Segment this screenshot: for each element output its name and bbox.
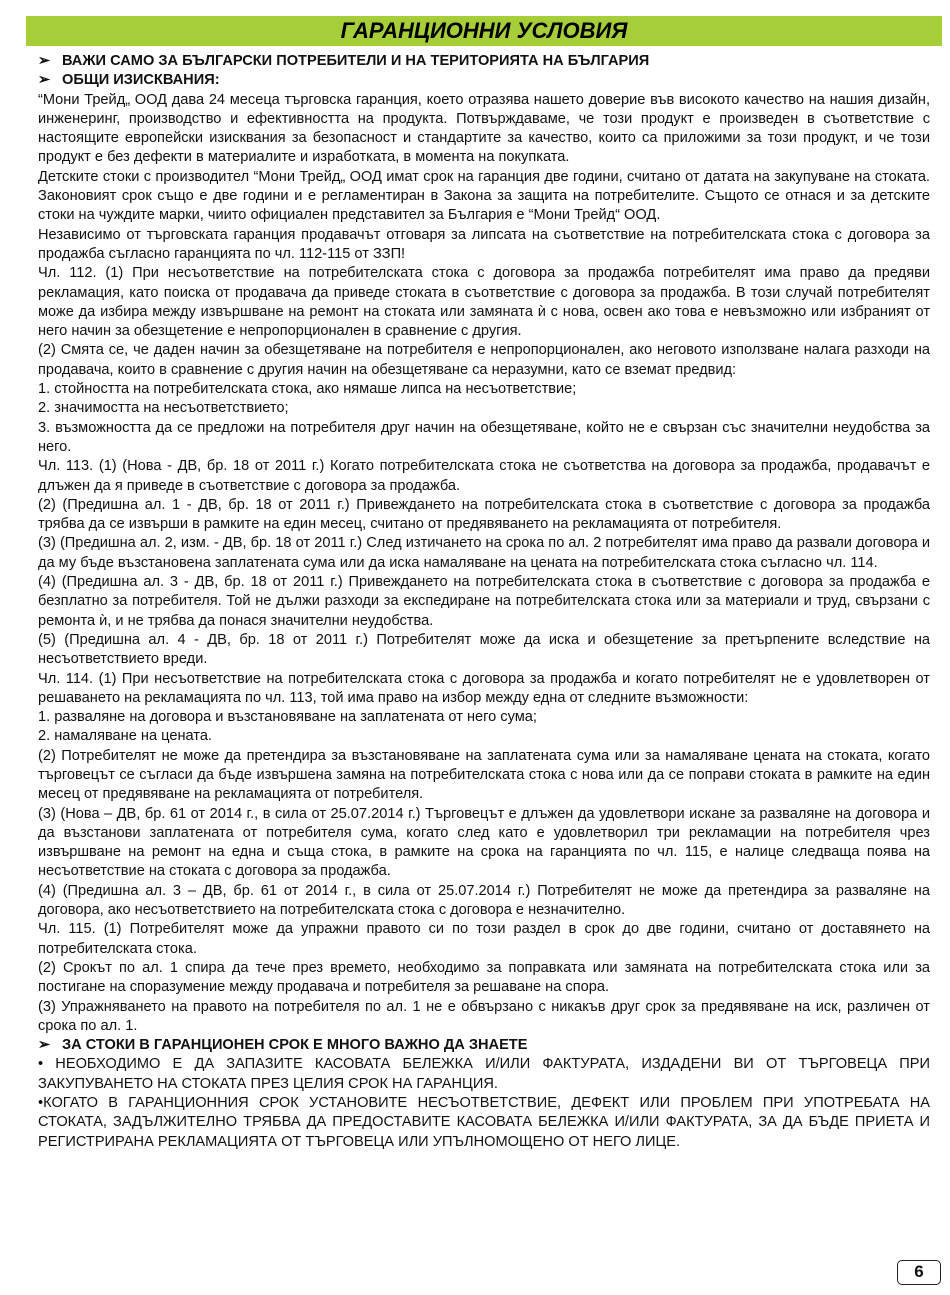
paragraph: (3) (Нова – ДВ, бр. 61 от 2014 г., в сила от 25.07.2014 г.) Търговецът е длъжен да удовлетвори искане за разваляне на договора и да възстанови заплатената от потребителя сума, когато след като е удовлетворил три рекламации на потребителя чрез извършване на ремонт на една и съща стока, в рамките на срока на гаранцията по чл. 115, е налице следваща поява на несъответствие на стоката с договора за продажба. — [38, 805, 930, 880]
paragraph: (3) (Предишна ал. 2, изм. - ДВ, бр. 18 от 2011 г.) След изтичането на срока по ал. 2 потребителят има право да развали договора и да му бъде възстановена заплатената сума или да иска намаляване на цената на потребителската стока съгласно чл. 114. — [38, 535, 930, 571]
heading-text: ЗА СТОКИ В ГАРАНЦИОНЕН СРОК Е МНОГО ВАЖНО ДА ЗНАЕТЕ — [62, 1037, 528, 1054]
arrow-bullet-icon: ➢ — [38, 1037, 51, 1054]
paragraph: (2) Срокът по ал. 1 спира да тече през времето, необходимо за поправката или замяната на потребителската стока или за постигане на споразумение между продавача и потребителя за решаване на спора. — [38, 959, 930, 996]
paragraph: Независимо от търговската гаранция продавачът отговаря за липсата на съответствие на потребителската стока с договора за продажба съгласно гаранцията по чл. 112-115 от ЗЗП! — [38, 226, 930, 262]
paragraph: (4) (Предишна ал. 3 - ДВ, бр. 18 от 2011 г.) Привеждането на потребителската стока в съответствие с договора за продажба е безплатно за потребителя. Той не дължи разходи за експедиране на потребителската стока или за материали и труд, свързани с ремонта ѝ, и не трябва да понася значителни неудобства. — [38, 574, 930, 629]
paragraph: (2) Потребителят не може да претендира за възстановяване на заплатената сума или за намаляване цената на стоката, когато търговецът се съгласи да бъде извършена замяна на потребителската стока с нова или да се поправи стоката в рамките на един месец от предявяване на рекламацията от потребителя. — [38, 747, 930, 803]
paragraph: 2. значимостта на несъответствието; — [38, 400, 289, 417]
section-heading-important — [38, 1036, 930, 1055]
heading-text: ОБЩИ ИЗИСКВАНИЯ: — [62, 72, 220, 89]
paragraph: •КОГАТО В ГАРАНЦИОННИЯ СРОК УСТАНОВИТЕ НЕСЪОТВЕТСТВИЕ, ДЕФЕКТ ИЛИ ПРОБЛЕМ ПРИ УПОТРЕБАТА НА СТОКАТА, ЗАДЪЛЖИТЕЛНО ТРЯБВА ДА ПРЕДОСТАВИТЕ КАСОВАТА БЕЛЕЖКА И/ИЛИ ФАКТУРАТА, ЗА ДА БЪДЕ ПРИЕТА И РЕГИСТРИРАНА РЕКЛАМАЦИЯТА ОТ ТЪРГОВЕЦА ИЛИ УПЪЛНОМОЩЕНО ОТ НЕГО ЛИЦЕ. — [38, 1095, 930, 1150]
arrow-bullet-icon: ➢ — [38, 72, 51, 89]
paragraph: • НЕОБХОДИМО Е ДА ЗАПАЗИТЕ КАСОВАТА БЕЛЕЖКА И/ИЛИ ФАКТУРАТА, ИЗДАДЕНИ ВИ ОТ ТЪРГОВЕЦА ПРИ ЗАКУПУВАНЕТО НА СТОКАТА ПРЕЗ ЦЕЛИЯ СРОК НА ГАРАНЦИЯ. — [38, 1056, 930, 1092]
important-paragraphs — [38, 1055, 930, 1151]
arrow-bullet-icon: ➢ — [38, 53, 51, 69]
paragraph: (2) Смята се, че даден начин за обезщетяване на потребителя е непропорционален, ако неговото използване налага разходи на продавача, които в сравнение с другия начин на обезщетяване са неразумни, като се вземат предвид: — [38, 342, 930, 378]
page-title: ГАРАНЦИОННИ УСЛОВИЯ — [26, 16, 942, 46]
paragraph: 1. стойността на потребителската стока, ако нямаше липса на несъответствие; — [38, 381, 577, 398]
paragraph: 2. намаляване на цената. — [38, 728, 212, 745]
paragraph: (2) (Предишна ал. 1 - ДВ, бр. 18 от 2011 г.) Привеждането на потребителската стока в съответствие с договора за продажба трябва да се извърши в рамките на един месец, считано от предявяването на рекламацията от потребителя. — [38, 496, 930, 533]
document-body — [38, 52, 930, 1152]
paragraph: Чл. 115. (1) Потребителят може да упражни правото си по този раздел в срок до две години, считано от доставянето на потребителската стока. — [38, 921, 930, 957]
page-number: 6 — [897, 1260, 941, 1285]
paragraph: Чл. 113. (1) (Нова - ДВ, бр. 18 от 2011 г.) Когато потребителската стока не съответства на договора за продажба, продавачът е длъжен да я приведе в съответствие с договора за продажба. — [38, 458, 930, 494]
paragraph: 1. разваляне на договора и възстановяване на заплатената от него сума; — [38, 709, 537, 726]
paragraph: (4) (Предишна ал. 3 – ДВ, бр. 61 от 2014 г., в сила от 25.07.2014 г.) Потребителят не може да претендира за разваляне на договора, ако несъответствието на потребителската стока с договора е незначително. — [38, 882, 930, 919]
paragraph: 3. възможността да се предложи на потребителя друг начин на обезщетяване, който не е свързан със значителни неудобства за него. — [38, 419, 930, 455]
paragraph: Чл. 112. (1) При несъответствие на потребителската стока с договора за продажба потребителят има право да предяви рекламация, като поиска от продавача да приведе стоката в съответствие с договора за продажба. В този случай потребителят може да избира между извършване на ремонт на стоката или замяната ѝ с нова, освен ако това е невъзможно или избраният от него начин за обезщетение е непропорционален в сравнение с другия. — [38, 265, 930, 340]
section-heading-scope — [38, 52, 930, 71]
paragraph: (5) (Предишна ал. 4 - ДВ, бр. 18 от 2011 г.) Потребителят може да иска и обезщетение за претърпените вследствие на несъответствието вреди. — [38, 631, 930, 668]
paragraph: Чл. 114. (1) При несъответствие на потребителската стока с договора за продажба и когато потребителят не е удовлетворен от решаването на рекламацията по чл. 113, той има право на избор между една от следните възможности: — [38, 670, 930, 706]
heading-text: ВАЖИ САМО ЗА БЪЛГАРСКИ ПОТРЕБИТЕЛИ И НА ТЕРИТОРИЯТА НА БЪЛГАРИЯ — [62, 53, 650, 69]
paragraph: “Мони Трейд„ ООД дава 24 месеца търговска гаранция, което отразява нашето доверие във високото качество на нашия дизайн, инженеринг, производство и ефективността на продукта. Потвърждаваме, че този продукт е произведен в съответствие с настоящите европейски изисквания за безопасност и стандартите за качество, които са приложими за този продукт, и че този продукт е без дефекти в материалите и изработката, в момента на покупката. — [38, 91, 930, 166]
paragraph: Детските стоки с производител “Мони Трейд„ ООД имат срок на гаранция две години, считано от датата на закупуване на стоката. Законовият срок също е две години и е регламентиран в Закона за защита на потребителите. Същото се отнася и за детските стоки на чуждите марки, чиито официален представител за България е “Мони Трейд“ ООД. — [38, 168, 930, 224]
paragraph: (3) Упражняването на правото на потребителя по ал. 1 не е обвързано с никакъв друг срок за предявяване на иск, различен от срока по ал. 1. — [38, 998, 930, 1034]
requirements-paragraphs — [38, 91, 930, 1037]
section-heading-requirements — [38, 71, 930, 90]
